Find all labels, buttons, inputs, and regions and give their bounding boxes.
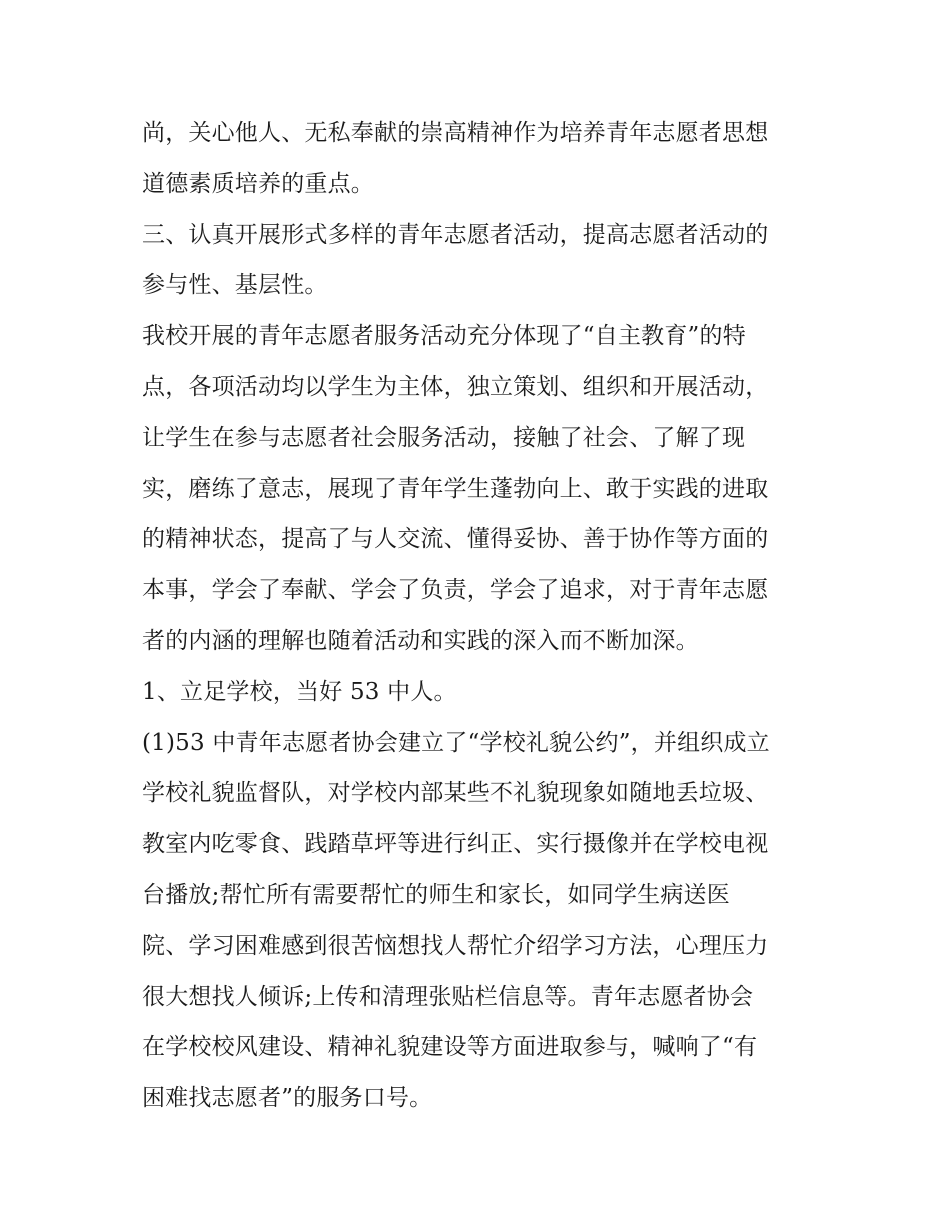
text-line: 者的内涵的理解也随着活动和实践的深入而不断加深。 [142, 627, 699, 654]
text-line: 实，磨练了意志，展现了青年学生蓬勃向上、敢于实践的进取 [142, 475, 769, 502]
text-line: 尚，关心他人、无私奉献的崇高精神作为培养青年志愿者思想 [142, 120, 769, 146]
text-line: (1)53 中青年志愿者协会建立了“学校礼貌公约”，并组织成立 [142, 729, 770, 756]
text-line: 困难找志愿者”的服务口号。 [142, 1085, 433, 1112]
text-line: 本事，学会了奉献、学会了负责，学会了追求，对于青年志愿 [142, 577, 769, 604]
text-line: 道德素质培养的重点。 [142, 170, 374, 197]
text-line: 院、学习困难感到很苦恼想找人帮忙介绍学习方法，心理压力 [142, 932, 769, 959]
subsection-heading: 1、立足学校，当好 53 中人。 [142, 678, 457, 705]
text-line: 教室内吃零食、践踏草坪等进行纠正、实行摄像并在学校电视 [142, 831, 769, 858]
text-line: 我校开展的青年志愿者服务活动充分体现了“自主教育”的特 [142, 323, 746, 350]
section-heading: 三、认真开展形式多样的青年志愿者活动，提高志愿者活动的 [142, 221, 769, 248]
text-line: 的精神状态，提高了与人交流、懂得妥协、善于协作等方面的 [142, 526, 769, 553]
text-line: 学校礼貌监督队，对学校内部某些不礼貌现象如随地丢垃圾、 [142, 780, 769, 807]
document-body [142, 108, 822, 1124]
text-line: 很大想找人倾诉;上传和清理张贴栏信息等。青年志愿者协会 [142, 983, 754, 1010]
text-line: 台播放;帮忙所有需要帮忙的师生和家长，如同学生病送医 [142, 881, 730, 908]
section-heading: 参与性、基层性。 [142, 272, 328, 299]
text-line: 在学校校风建设、精神礼貌建设等方面进取参与，喊响了“有 [142, 1034, 758, 1061]
text-line: 让学生在参与志愿者社会服务活动，接触了社会、了解了现 [142, 424, 746, 451]
text-line: 点，各项活动均以学生为主体，独立策划、组织和开展活动， [142, 373, 769, 400]
